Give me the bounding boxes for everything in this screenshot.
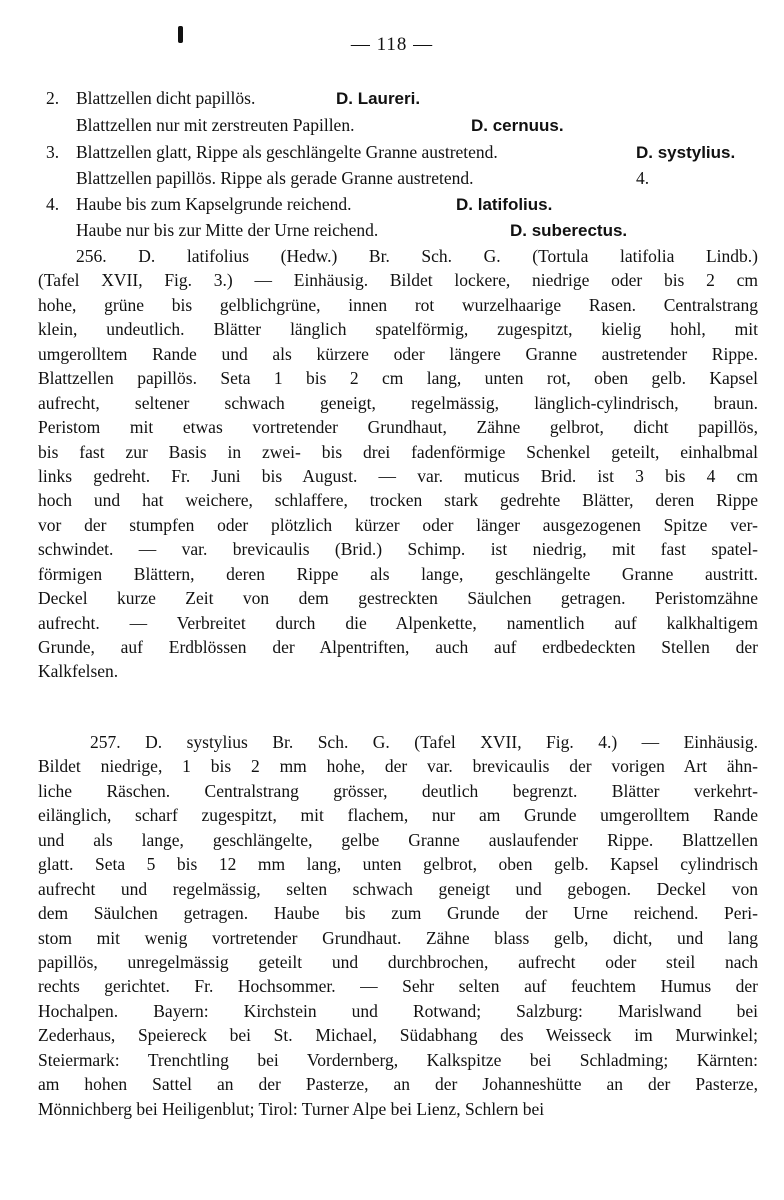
text-line: Blattzellen papillös. Seta 1 bis 2 cm lang, unten rot, oben gelb. Kapsel: [38, 368, 758, 389]
text-line: am hohen Sattel an der Pasterze, an der Johanneshütte an der Pasterze,: [38, 1074, 758, 1095]
text-line: Kalkfelsen.: [38, 661, 119, 682]
key-line: 2. Blattzellen dicht papillös. D. Laureri.: [46, 86, 758, 111]
key-result: 4.: [636, 168, 650, 188]
key-result: D. suberectus.: [510, 221, 628, 240]
key-text: Haube bis zum Kapselgrunde reichend.: [76, 194, 352, 214]
species-257-description: [38, 730, 758, 1121]
text-line: rechts gerichtet. Fr. Hochsommer. — Sehr selten auf feuchtem Humus der: [38, 976, 758, 997]
key-line: [46, 218, 758, 243]
key-result: D. Laureri.: [336, 89, 421, 108]
text-line: Steiermark: Trenchtling bei Vordernberg, Kalkspitze bei Schladming; Kärnten:: [38, 1049, 758, 1070]
text-line: Zederhaus, Speiereck bei St. Michael, Südabhang des Weisseck im Murwinkel;: [38, 1025, 758, 1046]
text-line: glatt. Seta 5 bis 12 mm lang, unten gelbrot, oben gelb. Kapsel cylindrisch: [38, 854, 758, 875]
text-line: schwindet. — var. brevicaulis (Brid.) Schimp. ist niedrig, mit fast spatel-: [38, 539, 758, 560]
text-line: stom mit wenig vortretender Grundhaut. Zähne blass gelb, dicht, und lang: [38, 927, 758, 948]
key-result: D. cernuus.: [471, 116, 564, 135]
text-line: Peristom mit etwas vortretender Grundhaut, Zähne gelbrot, dicht papillös,: [38, 417, 758, 438]
key-text: Haube nur bis zur Mitte der Urne reichend.: [76, 220, 379, 240]
text-line: dem Säulchen getragen. Haube bis zum Grunde der Urne reichend. Peri-: [38, 903, 758, 924]
text-line: Bildet niedrige, 1 bis 2 mm hohe, der var. brevicaulis der vorigen Art ähn-: [38, 756, 758, 777]
text-line: 257. D. systylius Br. Sch. G. (Tafel XVII, Fig. 4.) — Einhäusig.: [90, 732, 758, 752]
text-line: Grunde, auf Erdblössen der Alpentriften, auch auf erdbedeckten Stellen der: [38, 637, 758, 657]
key-result: D. latifolius.: [456, 195, 553, 214]
text-line: aufrecht. — Verbreitet durch die Alpenkette, namentlich auf kalkhaltigem: [38, 612, 758, 633]
text-line: förmigen Blättern, deren Rippe als lange, geschlängelte Granne austritt.: [38, 563, 758, 584]
text-line: links gedreht. Fr. Juni bis August. — var. muticus Brid. ist 3 bis 4 cm: [38, 465, 758, 486]
text-line: umgerolltem Rande und als kürzere oder längere Granne austretender Rippe.: [38, 343, 758, 364]
text-line: hoch und hat weichere, schlaffere, trocken stark gedrehte Blätter, deren Rippe: [38, 490, 758, 511]
text-line: aufrecht, seltener schwach geneigt, regelmässig, länglich-cylindrisch, braun.: [38, 392, 758, 413]
key-text: Blattzellen glatt, Rippe als geschlängelte Granne austretend.: [76, 142, 498, 162]
key-line: 3. Blattzellen glatt, Rippe als geschlängelte Granne austretend. D. systylius.: [46, 140, 758, 165]
species-256-description: [38, 244, 758, 684]
text-line: hohe, grüne bis gelblichgrüne, innen rot wurzelhaarige Rasen. Centralstrang: [38, 294, 758, 315]
text-line: vor der stumpfen oder plötzlich kürzer oder länger ausgezogenen Spitze ver-: [38, 514, 758, 535]
text-line: Hochalpen. Bayern: Kirchstein und Rotwand; Salzburg: Marislwand bei: [38, 1000, 758, 1021]
text-line: bis fast zur Basis in zwei- bis drei fadenförmige Schenkel geteilt, einhalbmal: [38, 441, 758, 462]
key-text: Blattzellen dicht papillös.: [76, 88, 256, 108]
text-line: eilänglich, scharf zugespitzt, mit flachem, nur am Grunde umgerolltem Rande: [38, 805, 758, 826]
key-text: Blattzellen papillös. Rippe als gerade Granne austretend.: [76, 168, 474, 188]
key-result: D. systylius.: [636, 143, 736, 162]
key-line: [46, 166, 758, 191]
text-line: 256. D. latifolius (Hedw.) Br. Sch. G. (Tortula latifolia Lindb.): [76, 246, 758, 266]
page-number: — 118 —: [350, 34, 434, 55]
text-line: Deckel kurze Zeit von dem gestreckten Säulchen getragen. Peristomzähne: [38, 588, 758, 609]
key-text: Blattzellen nur mit zerstreuten Papillen.: [76, 115, 355, 135]
text-line: aufrecht und regelmässig, selten schwach geneigt und gebogen. Deckel von: [38, 878, 758, 899]
text-line: Mönnichberg bei Heiligenblut; Tirol: Turner Alpe bei Lienz, Schlern bei: [38, 1098, 545, 1119]
text-line: und als lange, geschlängelte, gelbe Granne auslaufender Rippe. Blattzellen: [38, 829, 758, 850]
key-line: [46, 113, 758, 138]
key-line: 4. Haube bis zum Kapselgrunde reichend. D. latifolius.: [46, 192, 758, 217]
text-line: (Tafel XVII, Fig. 3.) — Einhäusig. Bildet lockere, niedrige oder bis 2 cm: [38, 270, 758, 291]
text-line: liche Räschen. Centralstrang grösser, deutlich begrenzt. Blätter verkehrt-: [38, 780, 758, 801]
text-line: papillös, unregelmässig geteilt und durchbrochen, aufrecht oder steil nach: [38, 951, 758, 972]
text-line: klein, undeutlich. Blätter länglich spatelförmig, zugespitzt, kielig hohl, mit: [38, 319, 758, 340]
